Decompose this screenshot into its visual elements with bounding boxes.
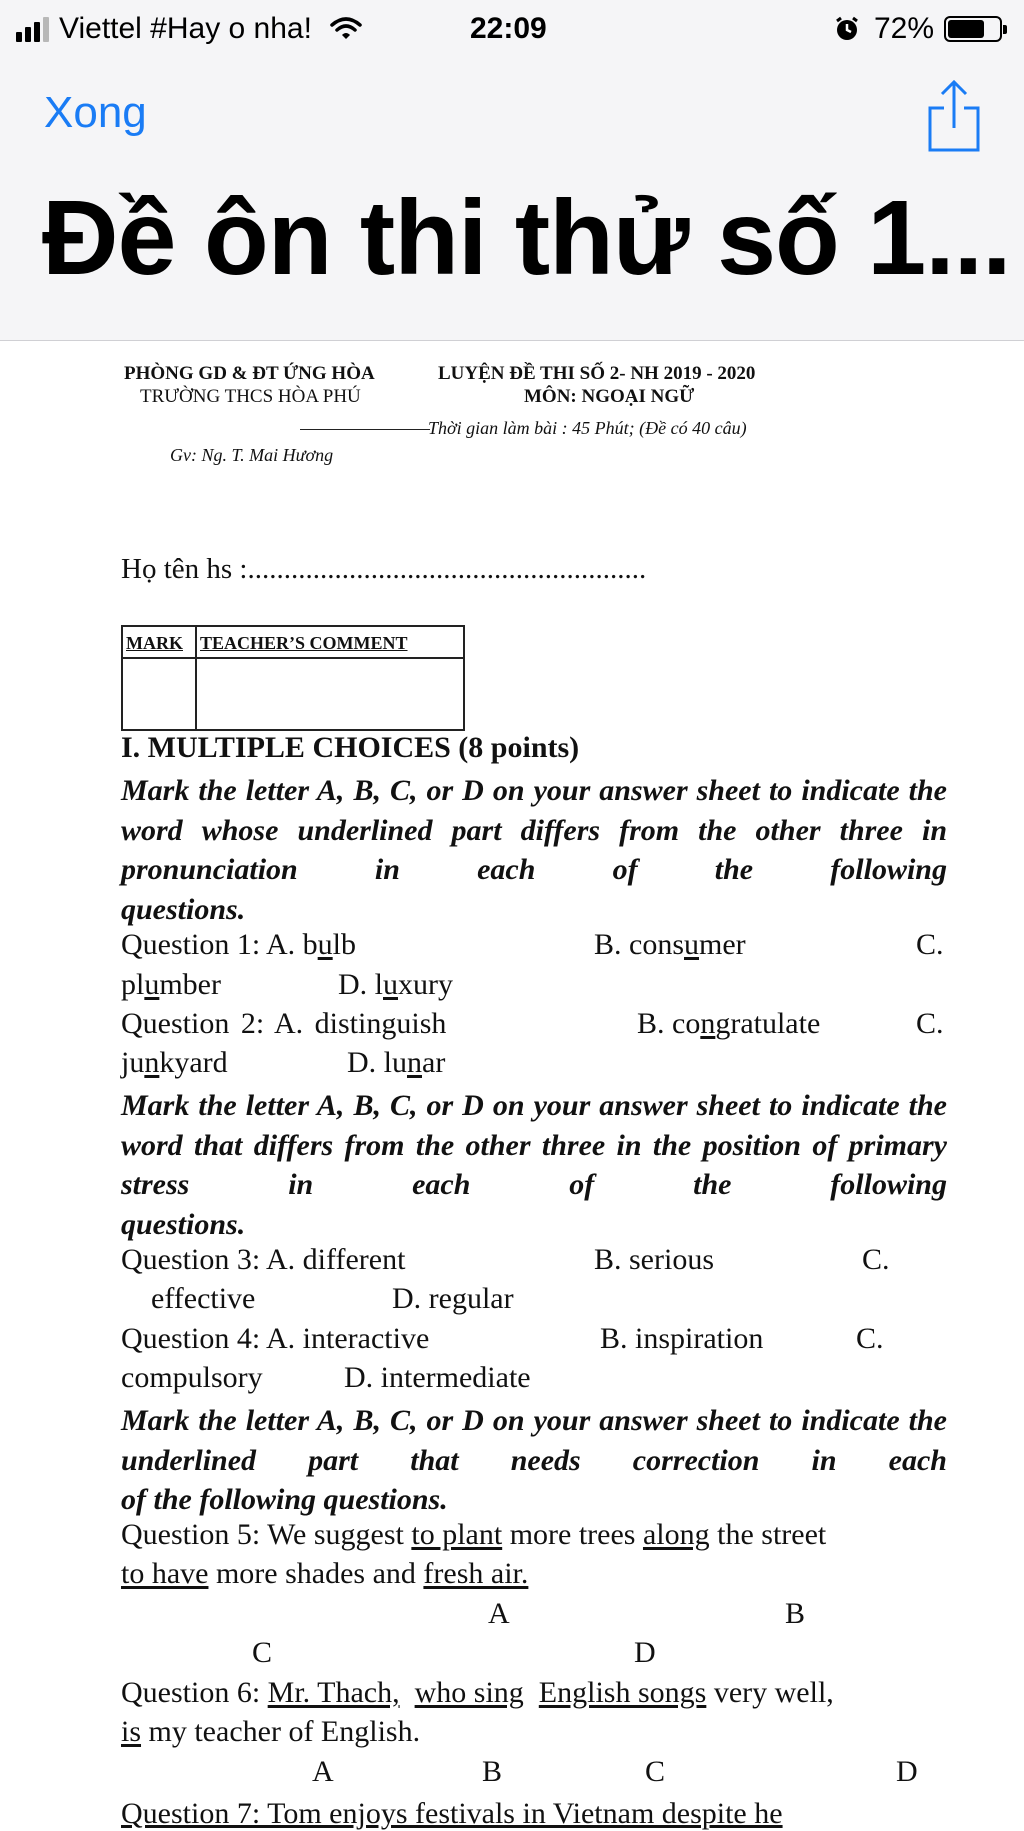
mark-header: MARK [122, 626, 196, 658]
q1-option-b: B. consumer [594, 928, 746, 961]
q4-option-c: compulsory [121, 1361, 263, 1394]
share-icon[interactable] [926, 78, 982, 154]
q5-label-b: B [785, 1597, 806, 1630]
q4-option-b: B. inspiration [600, 1322, 764, 1355]
instruction-error: Mark the letter A, B, C, or D on your answer sheet to indicate the underlined part that needs correction in each of the following questions. [121, 1404, 947, 1516]
document-title: Đề ôn thi thử số 1... [42, 179, 1011, 297]
q5-line1: Question 5: We suggest to plant more trees along the street [121, 1518, 827, 1551]
battery-icon [944, 16, 1002, 42]
q3-option-c: effective [151, 1282, 256, 1315]
header-teacher: Gv: Ng. T. Mai Hương [170, 445, 334, 465]
done-button[interactable]: Xong [44, 88, 147, 137]
carrier-group [16, 12, 362, 46]
header-school: TRƯỜNG THCS HÒA PHÚ [140, 386, 361, 407]
instruction-pronunciation: Mark the letter A, B, C, or D on your answer sheet to indicate the word whose underlined part differs from the other three in pronunciation in each of the following questions. [121, 774, 948, 926]
comment-cell [196, 658, 464, 730]
mark-cell [122, 658, 196, 730]
q3-option-a: Question 3: A. different [121, 1243, 406, 1276]
signal-icon [16, 17, 49, 42]
q4-option-c-label: C. [856, 1322, 884, 1355]
q6-label-b: B [482, 1755, 503, 1788]
q2-option-c-label: C. [916, 1007, 944, 1040]
q1-option-d: D. luxury [338, 968, 453, 1001]
carrier-name: Viettel #Hay o nha! [59, 12, 312, 45]
q3-option-b: B. serious [594, 1243, 714, 1276]
q5-label-a: A [488, 1597, 510, 1630]
q6-label-c: C [645, 1755, 666, 1788]
clock: 22:09 [470, 12, 547, 45]
q2-option-d: D. lunar [347, 1046, 446, 1079]
q6-line1: Question 6: Mr. Thach, who sing English songs very well, [121, 1676, 834, 1709]
status-right [834, 12, 1002, 46]
q4-option-a: Question 4: A. interactive [121, 1322, 430, 1355]
document-page[interactable] [0, 341, 1024, 1830]
q5-line2: to have more shades and fresh air. [121, 1557, 529, 1590]
q6-line2: is my teacher of English. [121, 1715, 421, 1748]
header-subject: MÔN: NGOẠI NGỮ [524, 386, 695, 407]
q7-partial: Question 7: Tom enjoys festivals in Vietnam despite he [121, 1797, 783, 1830]
q1-option-a: Question 1: A. bulb [121, 928, 357, 961]
q4-option-d: D. intermediate [344, 1361, 531, 1394]
header-time-note: Thời gian làm bài : 45 Phút; (Đề có 40 câu) [428, 418, 747, 438]
header-divider [300, 429, 430, 430]
section-title: I. MULTIPLE CHOICES (8 points) [121, 731, 580, 764]
q1-option-c-label: C. [916, 928, 944, 961]
wifi-icon [330, 17, 362, 41]
q5-label-c: C [252, 1636, 273, 1669]
q5-label-d: D [634, 1636, 656, 1669]
header-dept: PHÒNG GD & ĐT ỨNG HÒA [124, 363, 375, 384]
instruction-stress: Mark the letter A, B, C, or D on your answer sheet to indicate the word that differs from the other three in the position of primary stress in each of the following questions. [121, 1089, 947, 1241]
q3-option-c-label: C. [862, 1243, 890, 1276]
alarm-icon [834, 16, 860, 42]
mark-table [121, 625, 465, 731]
q1-option-c: plumber [121, 968, 221, 1001]
battery-percent: 72% [873, 12, 934, 45]
status-bar [0, 8, 1024, 52]
q6-label-d: D [896, 1755, 918, 1788]
header-exam: LUYỆN ĐỀ THI SỐ 2- NH 2019 - 2020 [438, 363, 756, 384]
q2-option-b: B. congratulate [637, 1007, 821, 1040]
q2-option-c: junkyard [121, 1046, 228, 1079]
q3-option-d: D. regular [392, 1282, 514, 1315]
viewer-chrome [0, 0, 1024, 341]
student-name-line: Họ tên hs :....................................................... [121, 553, 647, 585]
battery-fill [948, 20, 984, 38]
comment-header: TEACHER’S COMMENT [196, 626, 464, 658]
q6-label-a: A [312, 1755, 334, 1788]
q2-option-a: Question 2: A. distinguish [121, 1007, 447, 1040]
